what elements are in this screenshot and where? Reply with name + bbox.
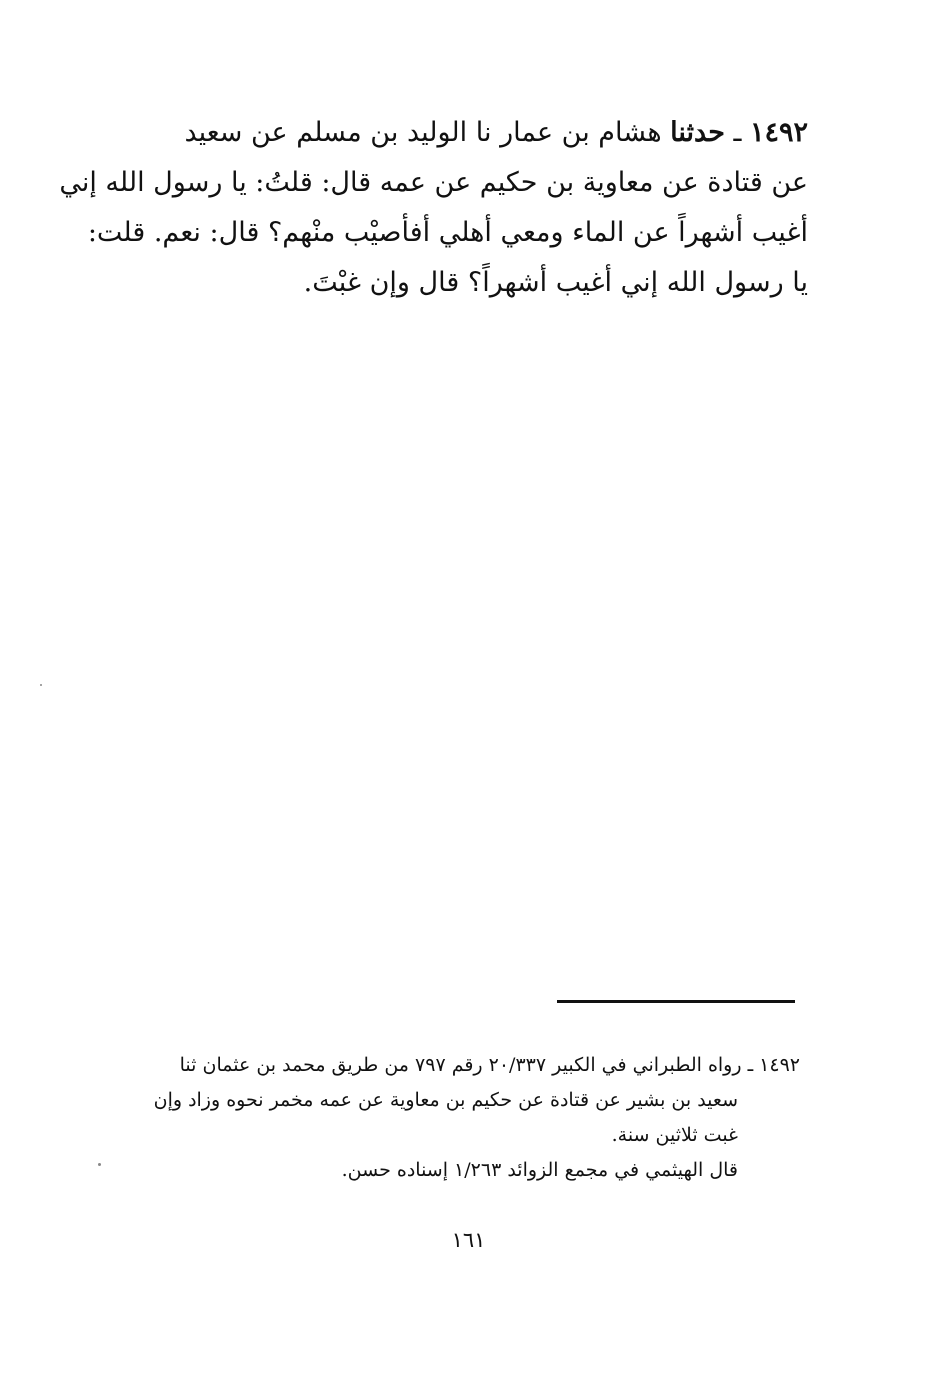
hadith-dash: ـ [724, 117, 750, 148]
hadith-line-1-rest: هشام بن عمار نا الوليد بن مسلم عن سعيد [184, 117, 671, 148]
page-number: ١٦١ [451, 1228, 486, 1252]
scan-speck [98, 1163, 101, 1166]
footnote-line-1: ١٤٩٢ ـ رواه الطبراني في الكبير ٢٠/٣٣٧ رقم ٧٩٧ من طريق محمد بن عثمان ثنا [179, 1054, 800, 1076]
footnote [100, 1048, 800, 1188]
footnote-line-3: غبت ثلاثين سنة. [611, 1124, 738, 1146]
hadith-line-1 [128, 108, 808, 158]
scan-speck [40, 684, 42, 686]
hadith-narration-keyword: حدثنا [670, 117, 725, 148]
footnote-line-2: سعيد بن بشير عن قتادة عن حكيم بن معاوية عن عمه مخمر نحوه وزاد وإن [153, 1089, 738, 1111]
footnote-line-4: قال الهيثمي في مجمع الزوائد ١/٢٦٣ إسناده حسن. [341, 1159, 738, 1181]
hadith-line-3: أغيب أشهراً عن الماء ومعي أهلي أفأصيْب منْهم؟ قال: نعم. قلت: [87, 217, 808, 248]
hadith-line-2: عن قتادة عن معاوية بن حكيم عن عمه قال: قلتُ: يا رسول الله إني [59, 167, 808, 198]
hadith-line-4: يا رسول الله إني أغيب أشهراً؟ قال وإن غبْتَ. [303, 267, 808, 298]
footnote-separator [557, 1000, 795, 1003]
hadith-number: ١٤٩٢ [749, 117, 808, 148]
hadith-text [59, 108, 808, 308]
